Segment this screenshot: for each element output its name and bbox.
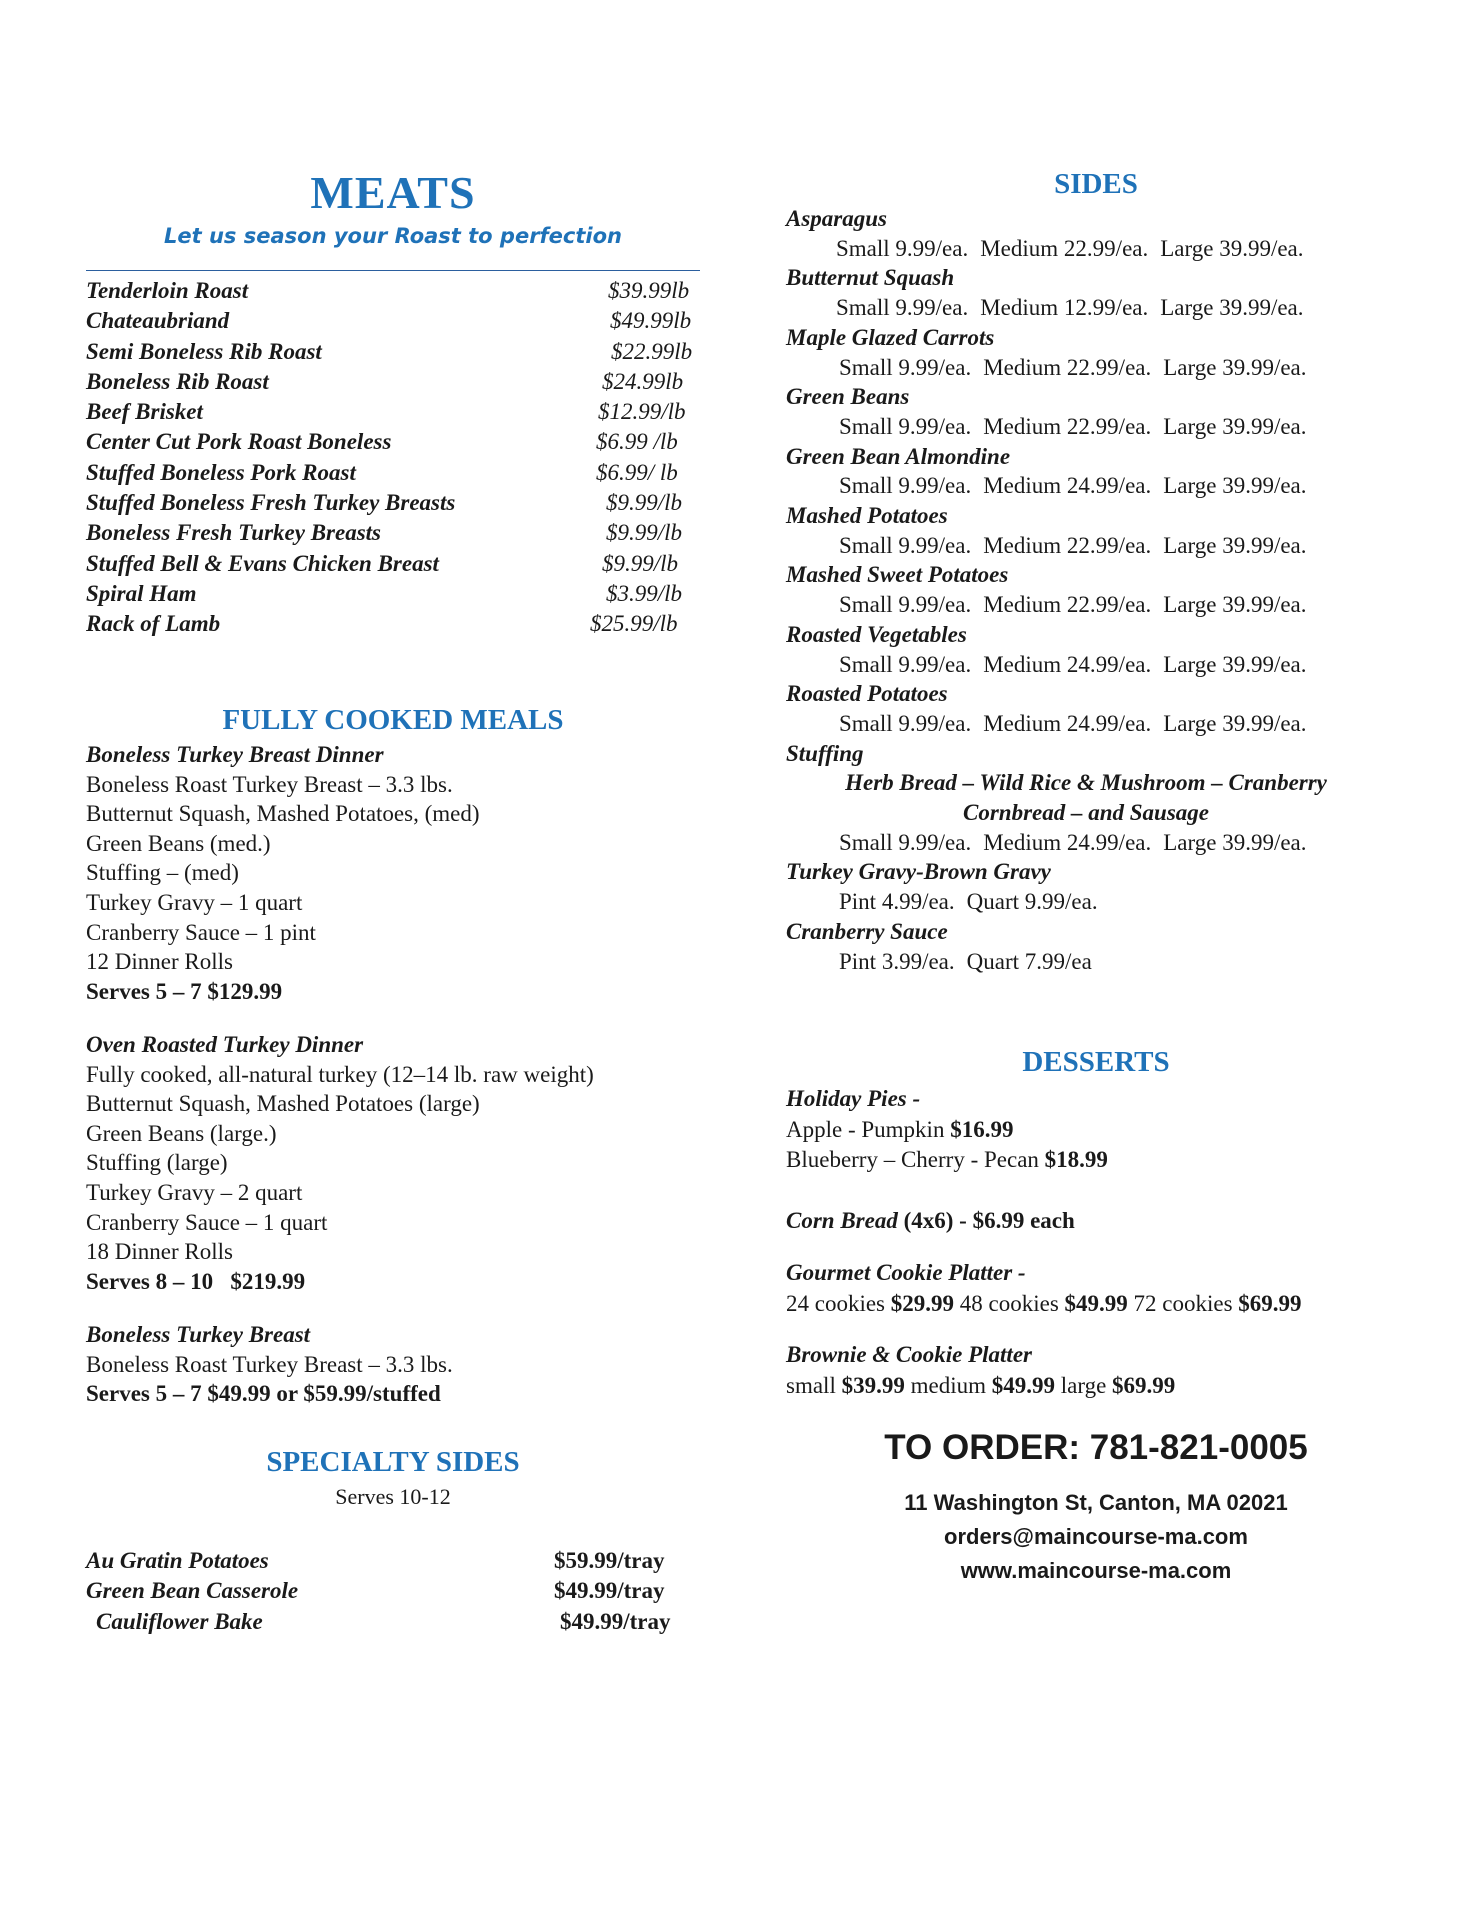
size-options <box>786 293 1406 323</box>
item-name: Stuffed Bell & Evans Chicken Breast <box>86 550 439 576</box>
item-name: Roasted Potatoes <box>786 681 948 707</box>
list-item <box>86 306 700 336</box>
item-name: Au Gratin Potatoes <box>86 1548 269 1573</box>
list-item <box>786 501 1406 560</box>
option-small: Small 9.99/ea. <box>839 829 972 855</box>
meal-line: Turkey Gravy – 2 quart <box>86 1179 303 1205</box>
meal-title: Oven Roasted Turkey Dinner <box>86 1032 364 1057</box>
meal-line: Fully cooked, all-natural turkey (12–14 lb. raw weight) <box>86 1061 594 1087</box>
list-item <box>786 679 1406 738</box>
option-small: Small 9.99/ea. <box>839 354 972 380</box>
item-name: Chateaubriand <box>86 308 230 334</box>
item-price: $22.99lb <box>611 338 693 364</box>
item-name: Semi Boneless Rib Roast <box>86 338 322 364</box>
size-options <box>786 412 1406 442</box>
stuffing-varieties: Herb Bread – Wild Rice & Mushroom – Cranberry <box>845 770 1327 796</box>
price: $16.99 <box>950 1116 1014 1142</box>
specialty-list <box>86 1546 700 1637</box>
divider <box>86 270 700 271</box>
meal-line: Stuffing – (med) <box>86 860 239 886</box>
option-large: Large 39.99/ea. <box>1163 829 1307 855</box>
meal-serves: Serves 5 – 7 $129.99 <box>86 978 283 1004</box>
option-large: Large 39.99/ea. <box>1163 651 1307 677</box>
fully-cooked-title: FULLY COOKED MEALS <box>222 704 564 736</box>
option-large: Large 39.99/ea. <box>1160 295 1304 321</box>
option-quart: Quart 9.99/ea. <box>966 889 1098 915</box>
item-price: $9.99/lb <box>602 550 679 576</box>
item-price: $25.99/lb <box>590 611 678 637</box>
item-name: Green Bean Almondine <box>786 443 1011 469</box>
item-name: Mashed Potatoes <box>786 503 948 529</box>
item-name: Cranberry Sauce <box>786 918 948 944</box>
list-item <box>86 518 700 548</box>
size-options <box>786 590 1406 620</box>
item-price: $3.99/lb <box>606 580 683 606</box>
meal-line: Boneless Roast Turkey Breast – 3.3 lbs. <box>86 1351 453 1377</box>
meal-line: Green Beans (med.) <box>86 830 271 856</box>
list-item <box>86 488 700 518</box>
list-item <box>86 1576 700 1606</box>
meal-line: Turkey Gravy – 1 quart <box>86 889 303 915</box>
item-name: Green Bean Casserole <box>86 1578 299 1604</box>
item-name: Holiday Pies - <box>786 1086 921 1111</box>
list-item <box>786 442 1406 501</box>
meal-boneless-turkey-breast <box>86 1320 700 1409</box>
item-price: $9.99/lb <box>606 520 683 546</box>
option-medium: Medium 22.99/ea. <box>983 413 1152 439</box>
meal-serves: Serves 8 – 10 $219.99 <box>86 1268 306 1294</box>
option-medium: Medium 22.99/ea. <box>983 592 1152 618</box>
item-price: $59.99/tray <box>554 1548 665 1573</box>
brownie-options: small $39.99 medium $49.99 large $69.99 <box>786 1372 1176 1398</box>
list-item-gravy <box>786 857 1406 916</box>
order-website[interactable]: www.maincourse-ma.com <box>960 1558 1232 1583</box>
item-name: Boneless Fresh Turkey Breasts <box>86 520 381 546</box>
list-item <box>86 276 700 306</box>
list-item <box>786 382 1406 441</box>
option-medium: Medium 24.99/ea. <box>983 651 1152 677</box>
list-item <box>86 1607 700 1637</box>
item-name: Brownie & Cookie Platter <box>786 1342 1032 1367</box>
dessert-corn-bread <box>786 1206 1406 1237</box>
dessert-cookie-platter <box>786 1258 1406 1319</box>
item-name: Butternut Squash <box>786 265 955 291</box>
order-phone[interactable]: TO ORDER: 781-821-0005 <box>884 1428 1308 1467</box>
item-name: Spiral Ham <box>86 580 197 606</box>
meal-line: Stuffing (large) <box>86 1150 228 1176</box>
option-large: Large 39.99/ea. <box>1163 473 1307 499</box>
option-small: Small 9.99/ea. <box>839 651 972 677</box>
list-item <box>86 458 700 488</box>
option-medium: Medium 12.99/ea. <box>980 295 1149 321</box>
list-item <box>786 560 1406 619</box>
size-options <box>786 887 1406 917</box>
size-options <box>786 353 1406 383</box>
item-name: Maple Glazed Carrots <box>786 324 995 350</box>
option-medium: Medium 22.99/ea. <box>980 235 1149 261</box>
sides-list <box>786 204 1406 976</box>
desserts-title: DESSERTS <box>1022 1046 1170 1078</box>
item-name: Beef Brisket <box>86 399 203 425</box>
meal-line: Boneless Roast Turkey Breast – 3.3 lbs. <box>86 771 453 797</box>
order-address: 11 Washington St, Canton, MA 02021 <box>904 1490 1288 1515</box>
item-name: Cauliflower Bake <box>96 1608 263 1634</box>
option-large: Large 39.99/ea. <box>1163 532 1307 558</box>
meal-line: 18 Dinner Rolls <box>86 1239 233 1265</box>
list-item <box>786 204 1406 263</box>
order-email[interactable]: orders@maincourse-ma.com <box>944 1524 1248 1549</box>
option-medium: Medium 22.99/ea. <box>983 354 1152 380</box>
option-small: Small 9.99/ea. <box>839 532 972 558</box>
list-item <box>86 579 700 609</box>
size-options <box>786 828 1406 858</box>
meal-line: Cranberry Sauce – 1 pint <box>86 919 316 945</box>
option-medium: Medium 24.99/ea. <box>983 473 1152 499</box>
meal-line: Butternut Squash, Mashed Potatoes, (med) <box>86 801 480 827</box>
size-options <box>786 709 1406 739</box>
item-name: Stuffing <box>786 740 864 766</box>
meal-line: Cranberry Sauce – 1 quart <box>86 1209 328 1235</box>
meats-subtitle: Let us season your Roast to perfection <box>164 224 622 248</box>
option-large: Large 39.99/ea. <box>1163 413 1307 439</box>
option-pint: Pint 3.99/ea. <box>839 948 955 974</box>
option-large: Large 39.99/ea. <box>1163 592 1307 618</box>
option-pint: Pint 4.99/ea. <box>839 889 955 915</box>
list-item <box>86 367 700 397</box>
meal-oven-roasted-turkey-dinner <box>86 1030 700 1296</box>
dessert-pies <box>786 1084 1406 1176</box>
item-price: $6.99/ lb <box>596 459 678 485</box>
item-name: Green Beans <box>786 384 910 410</box>
option-large: Large 39.99/ea. <box>1163 354 1307 380</box>
option-large: Large 39.99/ea. <box>1160 235 1304 261</box>
list-item <box>86 609 700 639</box>
meal-line: 12 Dinner Rolls <box>86 949 233 975</box>
option-small: Small 9.99/ea. <box>836 235 969 261</box>
option-small: Small 9.99/ea. <box>839 473 972 499</box>
item-name: Center Cut Pork Roast Boneless <box>86 429 392 455</box>
item-name: Tenderloin Roast <box>86 278 249 303</box>
size-options <box>786 234 1406 264</box>
size-options <box>786 471 1406 501</box>
pies-line: Apple - Pumpkin $16.99 <box>786 1116 1014 1142</box>
item-price: $49.99lb <box>610 308 692 334</box>
item-name: Gourmet Cookie Platter - <box>786 1260 1026 1285</box>
option-medium: Medium 24.99/ea. <box>983 710 1152 736</box>
option-quart: Quart 7.99/ea <box>966 948 1092 974</box>
option-small: Small 9.99/ea. <box>839 592 972 618</box>
item-price: $39.99lb <box>608 278 690 303</box>
item-name: Roasted Vegetables <box>786 621 967 647</box>
option-small: Small 9.99/ea. <box>836 295 969 321</box>
meal-serves: Serves 5 – 7 $49.99 or $59.99/stuffed <box>86 1381 441 1407</box>
item-name: Stuffed Boneless Fresh Turkey Breasts <box>86 490 456 516</box>
list-item-stuffing <box>786 739 1406 858</box>
option-medium: Medium 22.99/ea. <box>983 532 1152 558</box>
item-name: Corn Bread <box>786 1208 898 1233</box>
stuffing-varieties: Cornbread – and Sausage <box>962 800 1210 826</box>
size-options <box>786 650 1406 680</box>
list-item <box>786 263 1406 322</box>
item-name: Asparagus <box>786 206 887 231</box>
list-item <box>86 549 700 579</box>
list-item <box>786 323 1406 382</box>
list-item <box>786 620 1406 679</box>
list-item-cranberry <box>786 917 1406 976</box>
option-small: Small 9.99/ea. <box>839 413 972 439</box>
item-detail: (4x6) - $6.99 each <box>897 1208 1075 1233</box>
item-price: $24.99lb <box>602 368 684 394</box>
meal-title: Boneless Turkey Breast Dinner <box>86 742 384 767</box>
meats-title: MEATS <box>310 167 476 218</box>
meal-line: Butternut Squash, Mashed Potatoes (large) <box>86 1091 480 1117</box>
cookie-options: 24 cookies $29.99 48 cookies $49.99 72 cookies $69.99 <box>786 1290 1302 1316</box>
meal-boneless-turkey-dinner <box>86 740 700 1006</box>
sides-title: SIDES <box>1054 168 1138 200</box>
size-options <box>786 531 1406 561</box>
option-small: Small 9.99/ea. <box>839 710 972 736</box>
option-large: Large 39.99/ea. <box>1163 710 1307 736</box>
item-name: Rack of Lamb <box>86 611 221 637</box>
option-medium: Medium 24.99/ea. <box>983 829 1152 855</box>
price: $18.99 <box>1044 1147 1108 1172</box>
item-price: $49.99/tray <box>554 1578 665 1604</box>
dessert-brownie-platter <box>786 1340 1406 1401</box>
list-item <box>86 1546 700 1576</box>
meal-title: Boneless Turkey Breast <box>86 1322 311 1347</box>
item-name: Turkey Gravy-Brown Gravy <box>786 859 1051 885</box>
item-name: Boneless Rib Roast <box>86 368 269 394</box>
list-item <box>86 427 700 457</box>
size-options <box>786 947 1406 977</box>
list-item <box>86 337 700 367</box>
item-name: Stuffed Boneless Pork Roast <box>86 459 356 485</box>
list-item <box>86 397 700 427</box>
item-price: $9.99/lb <box>606 490 683 516</box>
specialty-serves: Serves 10-12 <box>335 1484 451 1509</box>
item-price: $12.99/lb <box>598 399 686 425</box>
specialty-sides-title: SPECIALTY SIDES <box>266 1446 520 1478</box>
meat-list <box>86 276 700 640</box>
pies-line: Blueberry – Cherry - Pecan $18.99 <box>786 1147 1108 1172</box>
item-price: $6.99 /lb <box>596 429 678 455</box>
meal-line: Green Beans (large.) <box>86 1120 277 1146</box>
item-name: Mashed Sweet Potatoes <box>786 562 1009 588</box>
item-price: $49.99/tray <box>560 1608 671 1634</box>
